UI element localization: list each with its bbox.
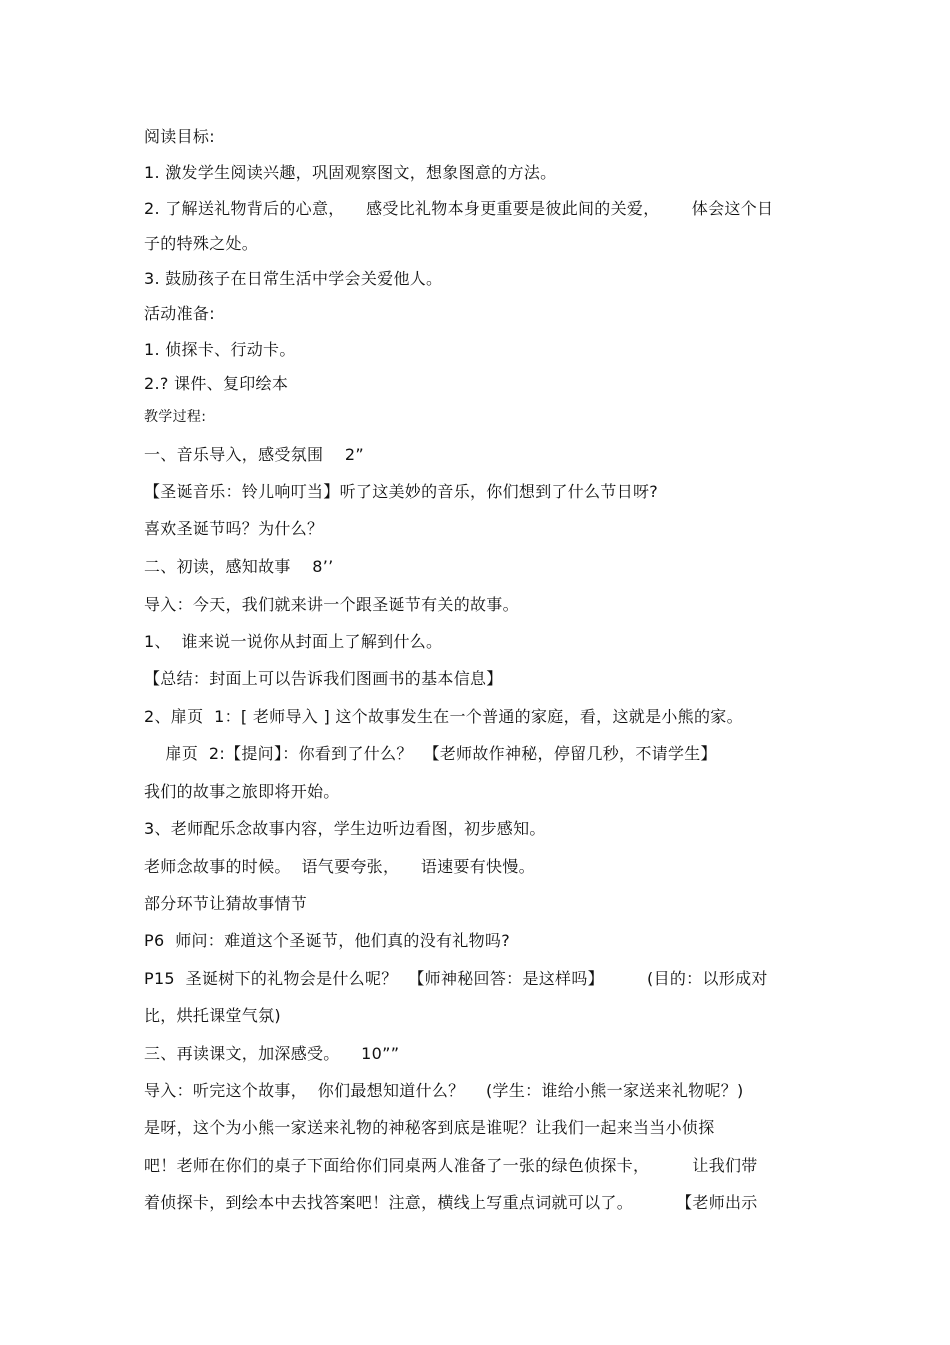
text-line: 我们的故事之旅即将开始。	[144, 782, 340, 801]
text-line: 喜欢圣诞节吗？为什么？	[144, 519, 324, 538]
text-line: 扉页 2:【提问】：你看到了什么？ 【老师故作神秘，停留几秒，不请学生】	[144, 744, 717, 763]
text-line: 子的特殊之处。	[144, 234, 259, 253]
text-line: 2、扉页 1：[ 老师导入 ] 这个故事发生在一个普通的家庭，看，这就是小熊的家。	[144, 707, 743, 726]
text-line: 吧！老师在你们的桌子下面给你们同桌两人准备了一张的绿色侦探卡， 让我们带	[144, 1156, 758, 1175]
text-line: 比，烘托课堂气氛)	[144, 1006, 281, 1025]
text-line: 3. 鼓励孩子在日常生活中学会关爱他人。	[144, 269, 443, 288]
text-line: 1、 谁来说一说你从封面上了解到什么。	[144, 632, 443, 651]
text-line: 导入：今天，我们就来讲一个跟圣诞节有关的故事。	[144, 595, 519, 614]
text-line: 活动准备:	[144, 304, 215, 323]
text-line: 1. 激发学生阅读兴趣，巩固观察图文，想象图意的方法。	[144, 163, 557, 182]
text-line: 导入：听完这个故事， 你们最想知道什么？ (学生：谁给小熊一家送来礼物呢？)	[144, 1081, 744, 1100]
text-line: 一、音乐导入，感受氛围 2”	[144, 445, 364, 464]
text-line: 是呀，这个为小熊一家送来礼物的神秘客到底是谁呢？让我们一起来当当小侦探	[144, 1118, 715, 1137]
text-line: 3、老师配乐念故事内容，学生边听边看图，初步感知。	[144, 819, 546, 838]
text-line: 阅读目标:	[144, 127, 215, 146]
text-line: 2.? 课件、复印绘本	[144, 374, 289, 393]
text-line: 老师念故事的时候。 语气要夸张， 语速要有快慢。	[144, 857, 535, 876]
text-line: P6 师问：难道这个圣诞节，他们真的没有礼物吗?	[144, 931, 510, 950]
text-line: 二、初读，感知故事 8’’	[144, 557, 334, 576]
text-line: 1. 侦探卡、行动卡。	[144, 340, 296, 359]
text-line: 着侦探卡，到绘本中去找答案吧！注意，横线上写重点词就可以了。 【老师出示	[144, 1193, 758, 1212]
text-line: 2. 了解送礼物背后的心意， 感受比礼物本身更重要是彼此间的关爱， 体会这个日	[144, 199, 774, 218]
text-line: P15 圣诞树下的礼物会是什么呢？ 【师神秘回答：是这样吗】 (目的：以形成对	[144, 969, 768, 988]
text-line: 部分环节让猜故事情节	[144, 894, 308, 913]
text-line: 【总结：封面上可以告诉我们图画书的基本信息】	[144, 669, 503, 688]
text-line: 三、再读课文，加深感受。 10””	[144, 1044, 400, 1063]
text-line: 教学过程:	[144, 409, 207, 425]
text-line: 【圣诞音乐：铃儿响叮当】听了这美妙的音乐，你们想到了什么节日呀?	[144, 482, 659, 501]
